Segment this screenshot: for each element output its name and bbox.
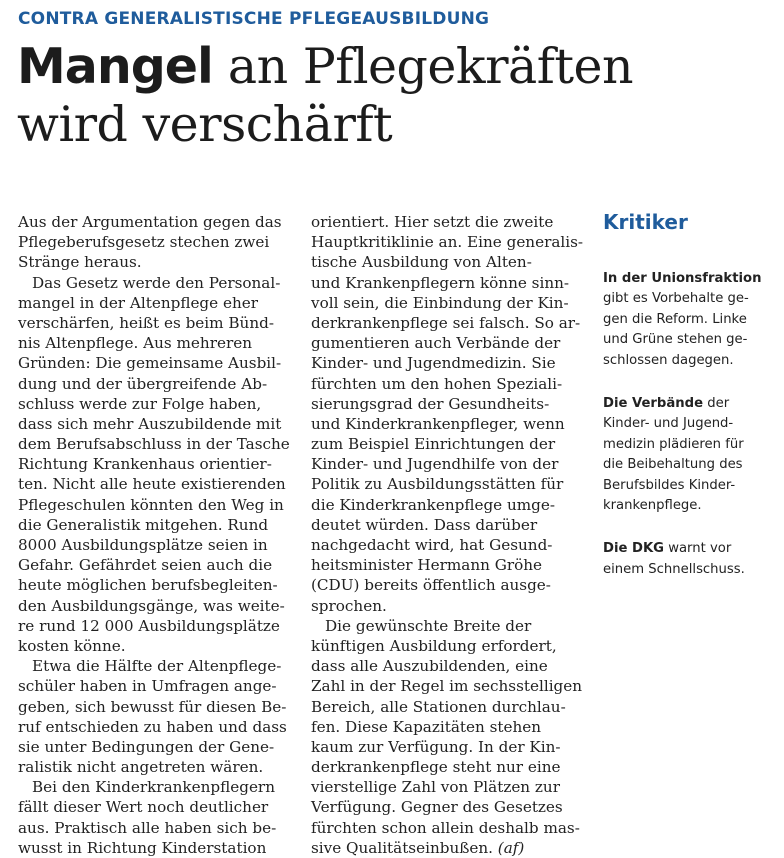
- article-line: aus. Praktisch alle haben sich be-: [18, 818, 277, 837]
- article-line: sive Qualitätseinbußen. (af): [311, 838, 525, 857]
- article-line: schluss werde zur Folge haben,: [18, 394, 262, 413]
- sidebar-lead-line: [603, 539, 781, 559]
- sidebar-line: schlossen dagegen.: [603, 352, 734, 368]
- article-line: fürchten schon allein deshalb mas-: [311, 818, 580, 837]
- article-line: geben, sich bewusst für diesen Be-: [18, 697, 287, 716]
- sidebar-lead: Die DKG: [603, 541, 664, 557]
- article-line: heute möglichen berufsbegleiten-: [18, 576, 278, 595]
- article-line: verschärfen, heißt es beim Bünd-: [18, 313, 274, 332]
- article-line: mangel in der Altenpflege eher: [18, 293, 258, 312]
- article-line: Das Gesetz werde den Personal-: [32, 273, 281, 292]
- article-line: kaum zur Verfügung. In der Kin-: [311, 737, 561, 756]
- article-line: voll sein, die Einbindung der Kin-: [311, 293, 569, 312]
- sidebar-lead-rest: warnt vor: [664, 541, 732, 557]
- sidebar-lead-rest: der: [703, 396, 730, 412]
- article-line: (CDU) bereits öffentlich ausge-: [311, 576, 551, 595]
- article-line: Zahl in der Regel im sechsstelligen: [311, 677, 583, 696]
- sidebar-lead-line: [603, 394, 781, 414]
- article-line: Pflegeschulen könnten den Weg in: [18, 495, 284, 514]
- article-line: nachgedacht wird, hat Gesund-: [311, 536, 553, 554]
- headline-bold: Mangel: [17, 38, 213, 95]
- sidebar-title: Kritiker: [603, 210, 688, 234]
- sidebar-line: gen die Reform. Linke: [603, 311, 747, 327]
- sidebar-lead: Die Verbände: [603, 396, 704, 412]
- article-line: re rund 12 000 Ausbildungsplätze: [18, 616, 280, 635]
- sidebar-block: [603, 539, 781, 580]
- article-line: fürchten um den hohen Speziali-: [311, 374, 563, 393]
- headline-line-1: [17, 38, 777, 96]
- article-line: Gründen: Die gemeinsame Ausbil-: [18, 354, 282, 373]
- article-line: dass sich mehr Auszubildende mit: [18, 414, 282, 433]
- article-line: dass alle Auszubildenden, eine: [311, 657, 548, 676]
- article-line: schüler haben in Umfragen ange-: [18, 677, 277, 696]
- sidebar-kritiker: [603, 210, 781, 603]
- headline: [17, 38, 777, 154]
- article-line: nis Altenpflege. Aus mehreren: [18, 334, 252, 353]
- sidebar-line: die Beibehaltung des: [603, 457, 743, 473]
- article-line: Richtung Krankenhaus orientier-: [18, 455, 272, 474]
- sidebar-line: medizin plädieren für: [603, 436, 744, 452]
- article-line: deutet würden. Dass darüber: [311, 515, 538, 534]
- sidebar-line: gibt es Vorbehalte ge-: [603, 291, 749, 307]
- article-line: zum Beispiel Einrichtungen der: [311, 435, 556, 454]
- article-line: Stränge heraus.: [18, 253, 142, 272]
- article-column-1: [18, 212, 290, 858]
- article-line: Die gewünschte Breite der: [325, 616, 532, 635]
- sidebar-lead: In der Unionsfraktion: [603, 271, 762, 286]
- article-line: dem Berufsabschluss in der Tasche: [18, 435, 290, 454]
- article-line: Bereich, alle Stationen durchlau-: [311, 697, 566, 716]
- article-line: fen. Diese Kapazitäten stehen: [311, 717, 542, 736]
- article-line: ruf entschieden zu haben und dass: [18, 717, 287, 736]
- article-line: und Kinderkrankenpfleger, wenn: [311, 414, 565, 433]
- article-line: tische Ausbildung von Alten-: [311, 253, 532, 272]
- article-line: die Kinderkrankenpflege umge-: [311, 495, 556, 514]
- article-line: dung und der übergreifende Ab-: [18, 374, 268, 393]
- article-line: Gefahr. Gefährdet seien auch die: [18, 556, 273, 575]
- article-line: Hauptkritiklinie an. Eine generalis-: [311, 233, 584, 252]
- article-line: und Krankenpflegern könne sinn-: [311, 273, 570, 292]
- article-line: derkrankenpflege steht nur eine: [311, 758, 561, 777]
- article-line: vierstellige Zahl von Plätzen zur: [311, 778, 560, 797]
- article-line: 8000 Ausbildungsplätze seien in: [18, 536, 268, 554]
- article-line: derkrankenpflege sei falsch. So ar-: [311, 313, 581, 332]
- article-line: Etwa die Hälfte der Altenpflege-: [32, 657, 282, 676]
- sidebar-line: und Grüne stehen ge-: [603, 332, 748, 348]
- article-line: die Generalistik mitgehen. Rund: [18, 515, 269, 534]
- article-line: fällt dieser Wert noch deutlicher: [18, 798, 269, 817]
- article-line: kosten könne.: [18, 636, 126, 655]
- sidebar-line: krankenpflege.: [603, 498, 702, 514]
- article-line: Bei den Kinderkrankenpflegern: [32, 778, 275, 797]
- kicker: CONTRA GENERALISTISCHE PFLEGEAUSBILDUNG: [18, 9, 490, 29]
- article-line: sierungsgrad der Gesundheits-: [311, 394, 550, 413]
- article-line: Pflegeberufsgesetz stechen zwei: [18, 233, 270, 252]
- article-line: wusst in Richtung Kinderstation: [18, 838, 267, 857]
- article-line: Aus der Argumentation gegen das: [18, 213, 282, 231]
- article-line: orientiert. Hier setzt die zweite: [311, 213, 554, 231]
- article-line: ralistik nicht angetreten wären.: [18, 758, 264, 777]
- article-line: ten. Nicht alle heute existierenden: [18, 475, 286, 494]
- sidebar-line: Berufsbildes Kinder-: [603, 477, 736, 493]
- article-line: Verfügung. Gegner des Gesetzes: [311, 798, 563, 817]
- article-line: den Ausbildungsgänge, was weite-: [18, 596, 285, 615]
- headline-rest: an Pflegekräften: [212, 38, 634, 95]
- headline-line-2: wird verschärft: [17, 96, 393, 153]
- article-line: sprochen.: [311, 596, 387, 615]
- sidebar-line: Kinder- und Jugend-: [603, 416, 734, 432]
- article-column-2: [311, 212, 583, 858]
- article-line: gumentieren auch Verbände der: [311, 334, 561, 353]
- sidebar-block: [603, 394, 781, 516]
- article-line: Kinder- und Jugendmedizin. Sie: [311, 354, 556, 373]
- sidebar-line: einem Schnellschuss.: [603, 561, 745, 577]
- article-line: heitsminister Hermann Gröhe: [311, 556, 543, 575]
- author-signature: (af): [492, 838, 525, 857]
- article-line: sie unter Bedingungen der Gene-: [18, 737, 275, 756]
- article-line: künftigen Ausbildung erfordert,: [311, 636, 557, 655]
- sidebar-block: [603, 269, 781, 371]
- article-line: Kinder- und Jugendhilfe von der: [311, 455, 559, 474]
- article-line: Politik zu Ausbildungsstätten für: [311, 475, 564, 494]
